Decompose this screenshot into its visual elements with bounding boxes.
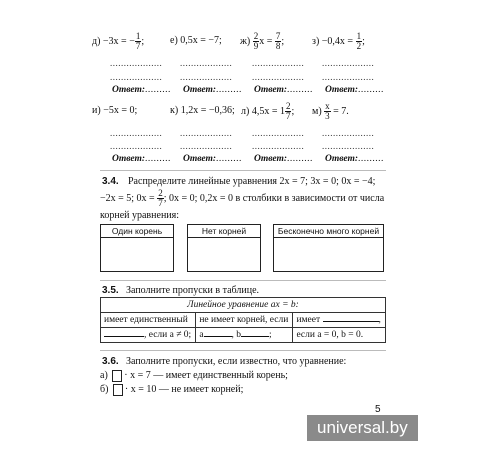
work-line[interactable]: ................... (180, 72, 233, 82)
blank-box[interactable] (112, 370, 122, 382)
work-line[interactable]: ................... (322, 72, 375, 82)
item-label: д) (92, 35, 101, 47)
exercise-text: корней уравнения: (100, 210, 180, 221)
equation-zh: ж) $\frac{2}{9}$ x = $\frac{7}{8}$ ; (240, 31, 285, 51)
work-line[interactable]: ................... (322, 141, 375, 151)
exercise-text: Распределите линейные уравнения 2x = 7; 3x = 0; 0x = −4; (128, 176, 376, 187)
work-line[interactable]: ................... (110, 128, 163, 138)
work-line[interactable]: ................... (252, 128, 305, 138)
list-item: б) · x = 10 — не имеет корней; (100, 384, 244, 395)
column-one-root[interactable] (100, 237, 174, 272)
item-label: и) (92, 105, 101, 116)
fraction: $\frac{2}{7}$ (158, 188, 163, 208)
equation-e (170, 35, 222, 47)
equation-i (92, 105, 137, 117)
list-item: а) · x = 7 — имеет единственный корень; (100, 370, 288, 381)
work-line[interactable]: ................... (110, 141, 163, 151)
table-cell[interactable]: , если a ≠ 0; (101, 328, 196, 343)
section-divider (100, 280, 386, 281)
work-line[interactable]: ................... (252, 72, 305, 82)
answer-field[interactable]: Ответ:......... (254, 85, 313, 95)
item-label: к) (170, 105, 179, 116)
table-cell: имеет единственный (101, 313, 196, 328)
exercise-number: 3.6. (102, 356, 119, 367)
work-line[interactable]: ................... (180, 128, 233, 138)
column-header-one-root: Один корень (100, 224, 174, 238)
section-divider (100, 170, 386, 171)
work-line[interactable]: ................... (110, 72, 163, 82)
equation-text: −0,4x = (321, 35, 356, 47)
answer-field[interactable]: Ответ:......... (112, 85, 171, 95)
item-label: м) (312, 105, 322, 117)
equation-text: −3x = − (102, 35, 135, 47)
fraction: $\frac{1}{7}$ (135, 31, 141, 51)
blank-box[interactable] (113, 384, 123, 396)
answer-field[interactable]: Ответ:......... (325, 154, 384, 164)
table-cell: не имеет корней, если (196, 313, 293, 328)
fraction: $\frac{1}{2}$ (356, 31, 362, 51)
work-line[interactable]: ................... (322, 58, 375, 68)
column-header-no-roots: Нет корней (187, 224, 261, 238)
answer-field[interactable]: Ответ:......... (112, 154, 171, 164)
table-cell[interactable]: имеет , (293, 313, 386, 328)
blank-line[interactable] (204, 336, 232, 337)
equation-text: 1,2x = −0,36; (180, 105, 235, 116)
table-cell[interactable]: a , b ; (196, 328, 293, 343)
work-line[interactable]: ................... (322, 128, 375, 138)
answer-field[interactable]: Ответ:......... (183, 85, 242, 95)
equation-z: з) −0,4x = $\frac{1}{2}$ ; (312, 31, 365, 51)
page-number: 5 (375, 404, 381, 415)
equation-l: л) 4,5x = 1 $\frac{2}{7}$ ; (241, 101, 295, 121)
item-label: ж) (240, 35, 251, 47)
fraction: $\frac{7}{8}$ (275, 31, 281, 51)
exercise-number: 3.4. (102, 176, 119, 187)
table-cell: если a = 0, b = 0. (293, 328, 386, 343)
watermark: universal.by (307, 415, 418, 441)
exercise-text: Заполните пропуски в таблице. (126, 285, 260, 296)
work-line[interactable]: ................... (252, 141, 305, 151)
fraction: $\frac{2}{7}$ (285, 101, 291, 121)
item-label: з) (312, 35, 320, 47)
fraction: $\frac{x}{3}$ (325, 101, 330, 121)
equation-text: 4,5x = 1 (251, 105, 285, 117)
equation-k (170, 105, 235, 117)
column-no-roots[interactable] (187, 237, 261, 272)
column-infinite-roots[interactable] (273, 237, 384, 272)
blank-line[interactable] (241, 336, 269, 337)
table-header: Линейное уравнение ax = b: (101, 298, 386, 313)
equation-text: −5x = 0; (103, 105, 138, 116)
answer-field[interactable]: Ответ:......... (183, 154, 242, 164)
answer-field[interactable]: Ответ:......... (325, 85, 384, 95)
answer-field[interactable]: Ответ:......... (254, 154, 313, 164)
work-line[interactable]: ................... (180, 141, 233, 151)
blank-line[interactable] (323, 321, 379, 322)
work-line[interactable]: ................... (180, 58, 233, 68)
section-divider (100, 350, 386, 351)
column-header-infinite-roots: Бесконечно много корней (273, 224, 384, 238)
linear-equation-table (100, 297, 386, 343)
exercise-text: Заполните пропуски, если известно, что уравнение: (126, 356, 347, 367)
work-line[interactable]: ................... (110, 58, 163, 68)
item-label: е) (170, 35, 178, 46)
exercise-number: 3.5. (102, 285, 119, 296)
equation-text: 0,5x = −7; (180, 35, 222, 46)
fraction: $\frac{2}{9}$ (253, 31, 259, 51)
equation-d: д) −3x = − $\frac{1}{7}$ ; (92, 31, 145, 51)
blank-line[interactable] (104, 336, 144, 337)
equation-m: м) $\frac{x}{3}$ = 7. (312, 101, 349, 121)
exercise-text: −2x = 5; 0x = $\frac{2}{7}$ ; 0x = 0; 0,2x = 0 в столбики в зависимости от числа (100, 188, 385, 208)
item-label: л) (241, 105, 250, 117)
work-line[interactable]: ................... (252, 58, 305, 68)
